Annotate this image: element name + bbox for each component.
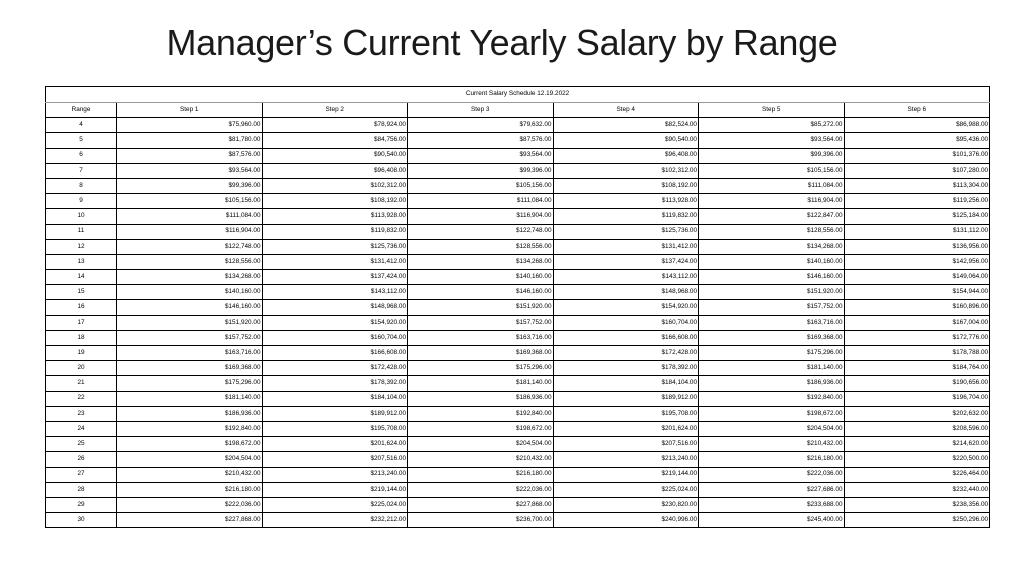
step-5-cell: $128,556.00 bbox=[699, 224, 845, 239]
step-5-cell: $216,180.00 bbox=[699, 452, 845, 467]
step-3-cell: $134,268.00 bbox=[408, 254, 554, 269]
step-4-cell: $166,608.00 bbox=[553, 330, 699, 345]
table-row bbox=[46, 391, 990, 406]
step-5-cell: $192,840.00 bbox=[699, 391, 845, 406]
step-3-cell: $163,716.00 bbox=[408, 330, 554, 345]
step-5-cell: $245,400.00 bbox=[699, 513, 845, 528]
step-6-cell: $154,944.00 bbox=[844, 285, 990, 300]
step-3-cell: $99,396.00 bbox=[408, 163, 554, 178]
step-1-cell: $210,432.00 bbox=[117, 467, 263, 482]
table-row bbox=[46, 346, 990, 361]
step-2-cell: $172,428.00 bbox=[262, 361, 408, 376]
table-row bbox=[46, 315, 990, 330]
step-4-cell: $137,424.00 bbox=[553, 254, 699, 269]
range-cell: 26 bbox=[46, 452, 117, 467]
range-cell: 19 bbox=[46, 346, 117, 361]
step-2-cell: $78,924.00 bbox=[262, 118, 408, 133]
table-row bbox=[46, 239, 990, 254]
step-2-cell: $137,424.00 bbox=[262, 270, 408, 285]
range-cell: 16 bbox=[46, 300, 117, 315]
table-row bbox=[46, 421, 990, 436]
step-2-cell: $148,968.00 bbox=[262, 300, 408, 315]
step-1-cell: $169,368.00 bbox=[117, 361, 263, 376]
schedule-caption-row bbox=[46, 87, 990, 103]
range-cell: 10 bbox=[46, 209, 117, 224]
step-6-cell: $184,764.00 bbox=[844, 361, 990, 376]
step-6-cell: $232,440.00 bbox=[844, 482, 990, 497]
step-5-cell: $186,936.00 bbox=[699, 376, 845, 391]
step-5-cell: $227,686.00 bbox=[699, 482, 845, 497]
step-5-cell: $111,084.00 bbox=[699, 178, 845, 193]
table-row bbox=[46, 209, 990, 224]
step-5-cell: $204,504.00 bbox=[699, 421, 845, 436]
range-cell: 22 bbox=[46, 391, 117, 406]
step-5-cell: $85,272.00 bbox=[699, 118, 845, 133]
step-6-cell: $220,500.00 bbox=[844, 452, 990, 467]
range-cell: 13 bbox=[46, 254, 117, 269]
step-1-cell: $111,084.00 bbox=[117, 209, 263, 224]
step-6-cell: $214,620.00 bbox=[844, 437, 990, 452]
step-4-cell: $102,312.00 bbox=[553, 163, 699, 178]
step-4-cell: $160,704.00 bbox=[553, 315, 699, 330]
step-4-cell: $213,240.00 bbox=[553, 452, 699, 467]
step-3-cell: $128,556.00 bbox=[408, 239, 554, 254]
step-1-cell: $175,296.00 bbox=[117, 376, 263, 391]
table-row bbox=[46, 163, 990, 178]
step-6-cell: $238,356.00 bbox=[844, 497, 990, 512]
step-3-cell: $157,752.00 bbox=[408, 315, 554, 330]
table-row bbox=[46, 118, 990, 133]
step-3-cell: $79,632.00 bbox=[408, 118, 554, 133]
step-1-cell: $163,716.00 bbox=[117, 346, 263, 361]
step-3-cell: $216,180.00 bbox=[408, 467, 554, 482]
range-cell: 5 bbox=[46, 133, 117, 148]
step-1-cell: $75,960.00 bbox=[117, 118, 263, 133]
step-1-cell: $181,140.00 bbox=[117, 391, 263, 406]
step-5-cell: $169,368.00 bbox=[699, 330, 845, 345]
table-row bbox=[46, 467, 990, 482]
step-4-cell: $240,996.00 bbox=[553, 513, 699, 528]
step-4-cell: $184,104.00 bbox=[553, 376, 699, 391]
step-4-cell: $119,832.00 bbox=[553, 209, 699, 224]
step-3-cell: $93,564.00 bbox=[408, 148, 554, 163]
step-6-cell: $172,776.00 bbox=[844, 330, 990, 345]
step-2-cell: $166,608.00 bbox=[262, 346, 408, 361]
table-row bbox=[46, 148, 990, 163]
step-3-cell: $227,868.00 bbox=[408, 497, 554, 512]
range-cell: 23 bbox=[46, 406, 117, 421]
header-range: Range bbox=[46, 103, 117, 118]
step-4-cell: $230,820.00 bbox=[553, 497, 699, 512]
step-1-cell: $198,672.00 bbox=[117, 437, 263, 452]
step-4-cell: $96,408.00 bbox=[553, 148, 699, 163]
salary-table-body bbox=[46, 118, 990, 528]
step-5-cell: $116,904.00 bbox=[699, 194, 845, 209]
step-6-cell: $136,956.00 bbox=[844, 239, 990, 254]
step-1-cell: $134,268.00 bbox=[117, 270, 263, 285]
step-3-cell: $222,036.00 bbox=[408, 482, 554, 497]
step-5-cell: $146,160.00 bbox=[699, 270, 845, 285]
step-3-cell: $111,084.00 bbox=[408, 194, 554, 209]
step-1-cell: $105,156.00 bbox=[117, 194, 263, 209]
table-row bbox=[46, 437, 990, 452]
step-6-cell: $202,632.00 bbox=[844, 406, 990, 421]
step-3-cell: $122,748.00 bbox=[408, 224, 554, 239]
step-3-cell: $146,160.00 bbox=[408, 285, 554, 300]
step-5-cell: $99,396.00 bbox=[699, 148, 845, 163]
step-5-cell: $222,036.00 bbox=[699, 467, 845, 482]
step-5-cell: $181,140.00 bbox=[699, 361, 845, 376]
step-1-cell: $128,556.00 bbox=[117, 254, 263, 269]
step-2-cell: $225,024.00 bbox=[262, 497, 408, 512]
step-6-cell: $167,004.00 bbox=[844, 315, 990, 330]
step-6-cell: $101,376.00 bbox=[844, 148, 990, 163]
step-2-cell: $84,756.00 bbox=[262, 133, 408, 148]
step-4-cell: $131,412.00 bbox=[553, 239, 699, 254]
step-2-cell: $232,212.00 bbox=[262, 513, 408, 528]
step-3-cell: $198,672.00 bbox=[408, 421, 554, 436]
step-4-cell: $219,144.00 bbox=[553, 467, 699, 482]
step-6-cell: $226,464.00 bbox=[844, 467, 990, 482]
step-2-cell: $113,928.00 bbox=[262, 209, 408, 224]
step-4-cell: $143,112.00 bbox=[553, 270, 699, 285]
range-cell: 20 bbox=[46, 361, 117, 376]
step-6-cell: $149,064.00 bbox=[844, 270, 990, 285]
step-4-cell: $154,920.00 bbox=[553, 300, 699, 315]
step-6-cell: $86,988.00 bbox=[844, 118, 990, 133]
header-step-3: Step 3 bbox=[408, 103, 554, 118]
step-4-cell: $195,708.00 bbox=[553, 406, 699, 421]
step-2-cell: $189,912.00 bbox=[262, 406, 408, 421]
step-1-cell: $227,868.00 bbox=[117, 513, 263, 528]
table-row bbox=[46, 452, 990, 467]
step-4-cell: $108,192.00 bbox=[553, 178, 699, 193]
step-4-cell: $125,736.00 bbox=[553, 224, 699, 239]
step-3-cell: $169,368.00 bbox=[408, 346, 554, 361]
step-6-cell: $95,436.00 bbox=[844, 133, 990, 148]
step-3-cell: $181,140.00 bbox=[408, 376, 554, 391]
step-5-cell: $157,752.00 bbox=[699, 300, 845, 315]
header-step-2: Step 2 bbox=[262, 103, 408, 118]
step-4-cell: $172,428.00 bbox=[553, 346, 699, 361]
header-step-5: Step 5 bbox=[699, 103, 845, 118]
step-5-cell: $175,296.00 bbox=[699, 346, 845, 361]
step-2-cell: $160,704.00 bbox=[262, 330, 408, 345]
step-6-cell: $196,704.00 bbox=[844, 391, 990, 406]
step-6-cell: $125,184.00 bbox=[844, 209, 990, 224]
range-cell: 29 bbox=[46, 497, 117, 512]
step-1-cell: $157,752.00 bbox=[117, 330, 263, 345]
step-1-cell: $186,936.00 bbox=[117, 406, 263, 421]
table-row bbox=[46, 224, 990, 239]
range-cell: 11 bbox=[46, 224, 117, 239]
step-4-cell: $113,928.00 bbox=[553, 194, 699, 209]
step-2-cell: $143,112.00 bbox=[262, 285, 408, 300]
range-cell: 21 bbox=[46, 376, 117, 391]
header-step-6: Step 6 bbox=[844, 103, 990, 118]
step-2-cell: $195,708.00 bbox=[262, 421, 408, 436]
slide-title: Manager’s Current Yearly Salary by Range bbox=[166, 22, 838, 63]
range-cell: 28 bbox=[46, 482, 117, 497]
step-2-cell: $201,624.00 bbox=[262, 437, 408, 452]
table-row bbox=[46, 194, 990, 209]
range-cell: 27 bbox=[46, 467, 117, 482]
range-cell: 14 bbox=[46, 270, 117, 285]
step-1-cell: $192,840.00 bbox=[117, 421, 263, 436]
schedule-caption: Current Salary Schedule 12.19.2022 bbox=[46, 87, 990, 103]
salary-schedule-table bbox=[45, 86, 990, 528]
table-row bbox=[46, 300, 990, 315]
step-5-cell: $93,564.00 bbox=[699, 133, 845, 148]
step-1-cell: $122,748.00 bbox=[117, 239, 263, 254]
header-step-4: Step 4 bbox=[553, 103, 699, 118]
table-row bbox=[46, 178, 990, 193]
step-3-cell: $175,296.00 bbox=[408, 361, 554, 376]
step-5-cell: $151,920.00 bbox=[699, 285, 845, 300]
range-cell: 4 bbox=[46, 118, 117, 133]
range-cell: 12 bbox=[46, 239, 117, 254]
range-cell: 6 bbox=[46, 148, 117, 163]
range-cell: 7 bbox=[46, 163, 117, 178]
step-3-cell: $186,936.00 bbox=[408, 391, 554, 406]
step-5-cell: $105,156.00 bbox=[699, 163, 845, 178]
step-5-cell: $122,847.00 bbox=[699, 209, 845, 224]
step-2-cell: $178,392.00 bbox=[262, 376, 408, 391]
step-4-cell: $201,624.00 bbox=[553, 421, 699, 436]
step-4-cell: $82,524.00 bbox=[553, 118, 699, 133]
step-1-cell: $204,504.00 bbox=[117, 452, 263, 467]
step-1-cell: $151,920.00 bbox=[117, 315, 263, 330]
step-6-cell: $208,596.00 bbox=[844, 421, 990, 436]
step-6-cell: $160,896.00 bbox=[844, 300, 990, 315]
range-cell: 24 bbox=[46, 421, 117, 436]
step-1-cell: $81,780.00 bbox=[117, 133, 263, 148]
step-3-cell: $204,504.00 bbox=[408, 437, 554, 452]
range-cell: 25 bbox=[46, 437, 117, 452]
table-row bbox=[46, 482, 990, 497]
step-2-cell: $154,920.00 bbox=[262, 315, 408, 330]
step-1-cell: $93,564.00 bbox=[117, 163, 263, 178]
table-row bbox=[46, 133, 990, 148]
step-5-cell: $163,716.00 bbox=[699, 315, 845, 330]
table-row bbox=[46, 254, 990, 269]
step-2-cell: $125,736.00 bbox=[262, 239, 408, 254]
step-4-cell: $189,912.00 bbox=[553, 391, 699, 406]
step-1-cell: $216,180.00 bbox=[117, 482, 263, 497]
step-6-cell: $119,256.00 bbox=[844, 194, 990, 209]
step-4-cell: $90,540.00 bbox=[553, 133, 699, 148]
step-5-cell: $233,688.00 bbox=[699, 497, 845, 512]
step-6-cell: $113,304.00 bbox=[844, 178, 990, 193]
step-6-cell: $131,112.00 bbox=[844, 224, 990, 239]
step-5-cell: $140,160.00 bbox=[699, 254, 845, 269]
step-2-cell: $184,104.00 bbox=[262, 391, 408, 406]
step-3-cell: $192,840.00 bbox=[408, 406, 554, 421]
step-3-cell: $140,160.00 bbox=[408, 270, 554, 285]
step-1-cell: $140,160.00 bbox=[117, 285, 263, 300]
step-3-cell: $116,904.00 bbox=[408, 209, 554, 224]
table-row bbox=[46, 270, 990, 285]
range-cell: 30 bbox=[46, 513, 117, 528]
step-4-cell: $178,392.00 bbox=[553, 361, 699, 376]
step-5-cell: $210,432.00 bbox=[699, 437, 845, 452]
step-3-cell: $87,576.00 bbox=[408, 133, 554, 148]
table-row bbox=[46, 513, 990, 528]
step-3-cell: $210,432.00 bbox=[408, 452, 554, 467]
range-cell: 8 bbox=[46, 178, 117, 193]
step-4-cell: $207,516.00 bbox=[553, 437, 699, 452]
step-2-cell: $96,408.00 bbox=[262, 163, 408, 178]
step-6-cell: $190,656.00 bbox=[844, 376, 990, 391]
header-step-1: Step 1 bbox=[117, 103, 263, 118]
step-1-cell: $116,904.00 bbox=[117, 224, 263, 239]
step-2-cell: $131,412.00 bbox=[262, 254, 408, 269]
step-6-cell: $142,956.00 bbox=[844, 254, 990, 269]
range-cell: 17 bbox=[46, 315, 117, 330]
step-5-cell: $134,268.00 bbox=[699, 239, 845, 254]
step-2-cell: $119,832.00 bbox=[262, 224, 408, 239]
step-2-cell: $219,144.00 bbox=[262, 482, 408, 497]
step-3-cell: $105,156.00 bbox=[408, 178, 554, 193]
range-cell: 15 bbox=[46, 285, 117, 300]
step-2-cell: $213,240.00 bbox=[262, 467, 408, 482]
range-cell: 18 bbox=[46, 330, 117, 345]
table-row bbox=[46, 285, 990, 300]
table-row bbox=[46, 406, 990, 421]
step-2-cell: $102,312.00 bbox=[262, 178, 408, 193]
step-1-cell: $146,160.00 bbox=[117, 300, 263, 315]
table-row bbox=[46, 361, 990, 376]
table-row bbox=[46, 330, 990, 345]
step-1-cell: $99,396.00 bbox=[117, 178, 263, 193]
step-2-cell: $90,540.00 bbox=[262, 148, 408, 163]
step-3-cell: $236,700.00 bbox=[408, 513, 554, 528]
header-row bbox=[46, 103, 990, 118]
table-row bbox=[46, 497, 990, 512]
step-2-cell: $108,192.00 bbox=[262, 194, 408, 209]
step-5-cell: $198,672.00 bbox=[699, 406, 845, 421]
step-1-cell: $222,036.00 bbox=[117, 497, 263, 512]
step-6-cell: $178,788.00 bbox=[844, 346, 990, 361]
table-row bbox=[46, 376, 990, 391]
step-4-cell: $225,024.00 bbox=[553, 482, 699, 497]
step-2-cell: $207,516.00 bbox=[262, 452, 408, 467]
step-6-cell: $107,280.00 bbox=[844, 163, 990, 178]
step-6-cell: $250,296.00 bbox=[844, 513, 990, 528]
step-1-cell: $87,576.00 bbox=[117, 148, 263, 163]
range-cell: 9 bbox=[46, 194, 117, 209]
step-4-cell: $148,968.00 bbox=[553, 285, 699, 300]
step-3-cell: $151,920.00 bbox=[408, 300, 554, 315]
